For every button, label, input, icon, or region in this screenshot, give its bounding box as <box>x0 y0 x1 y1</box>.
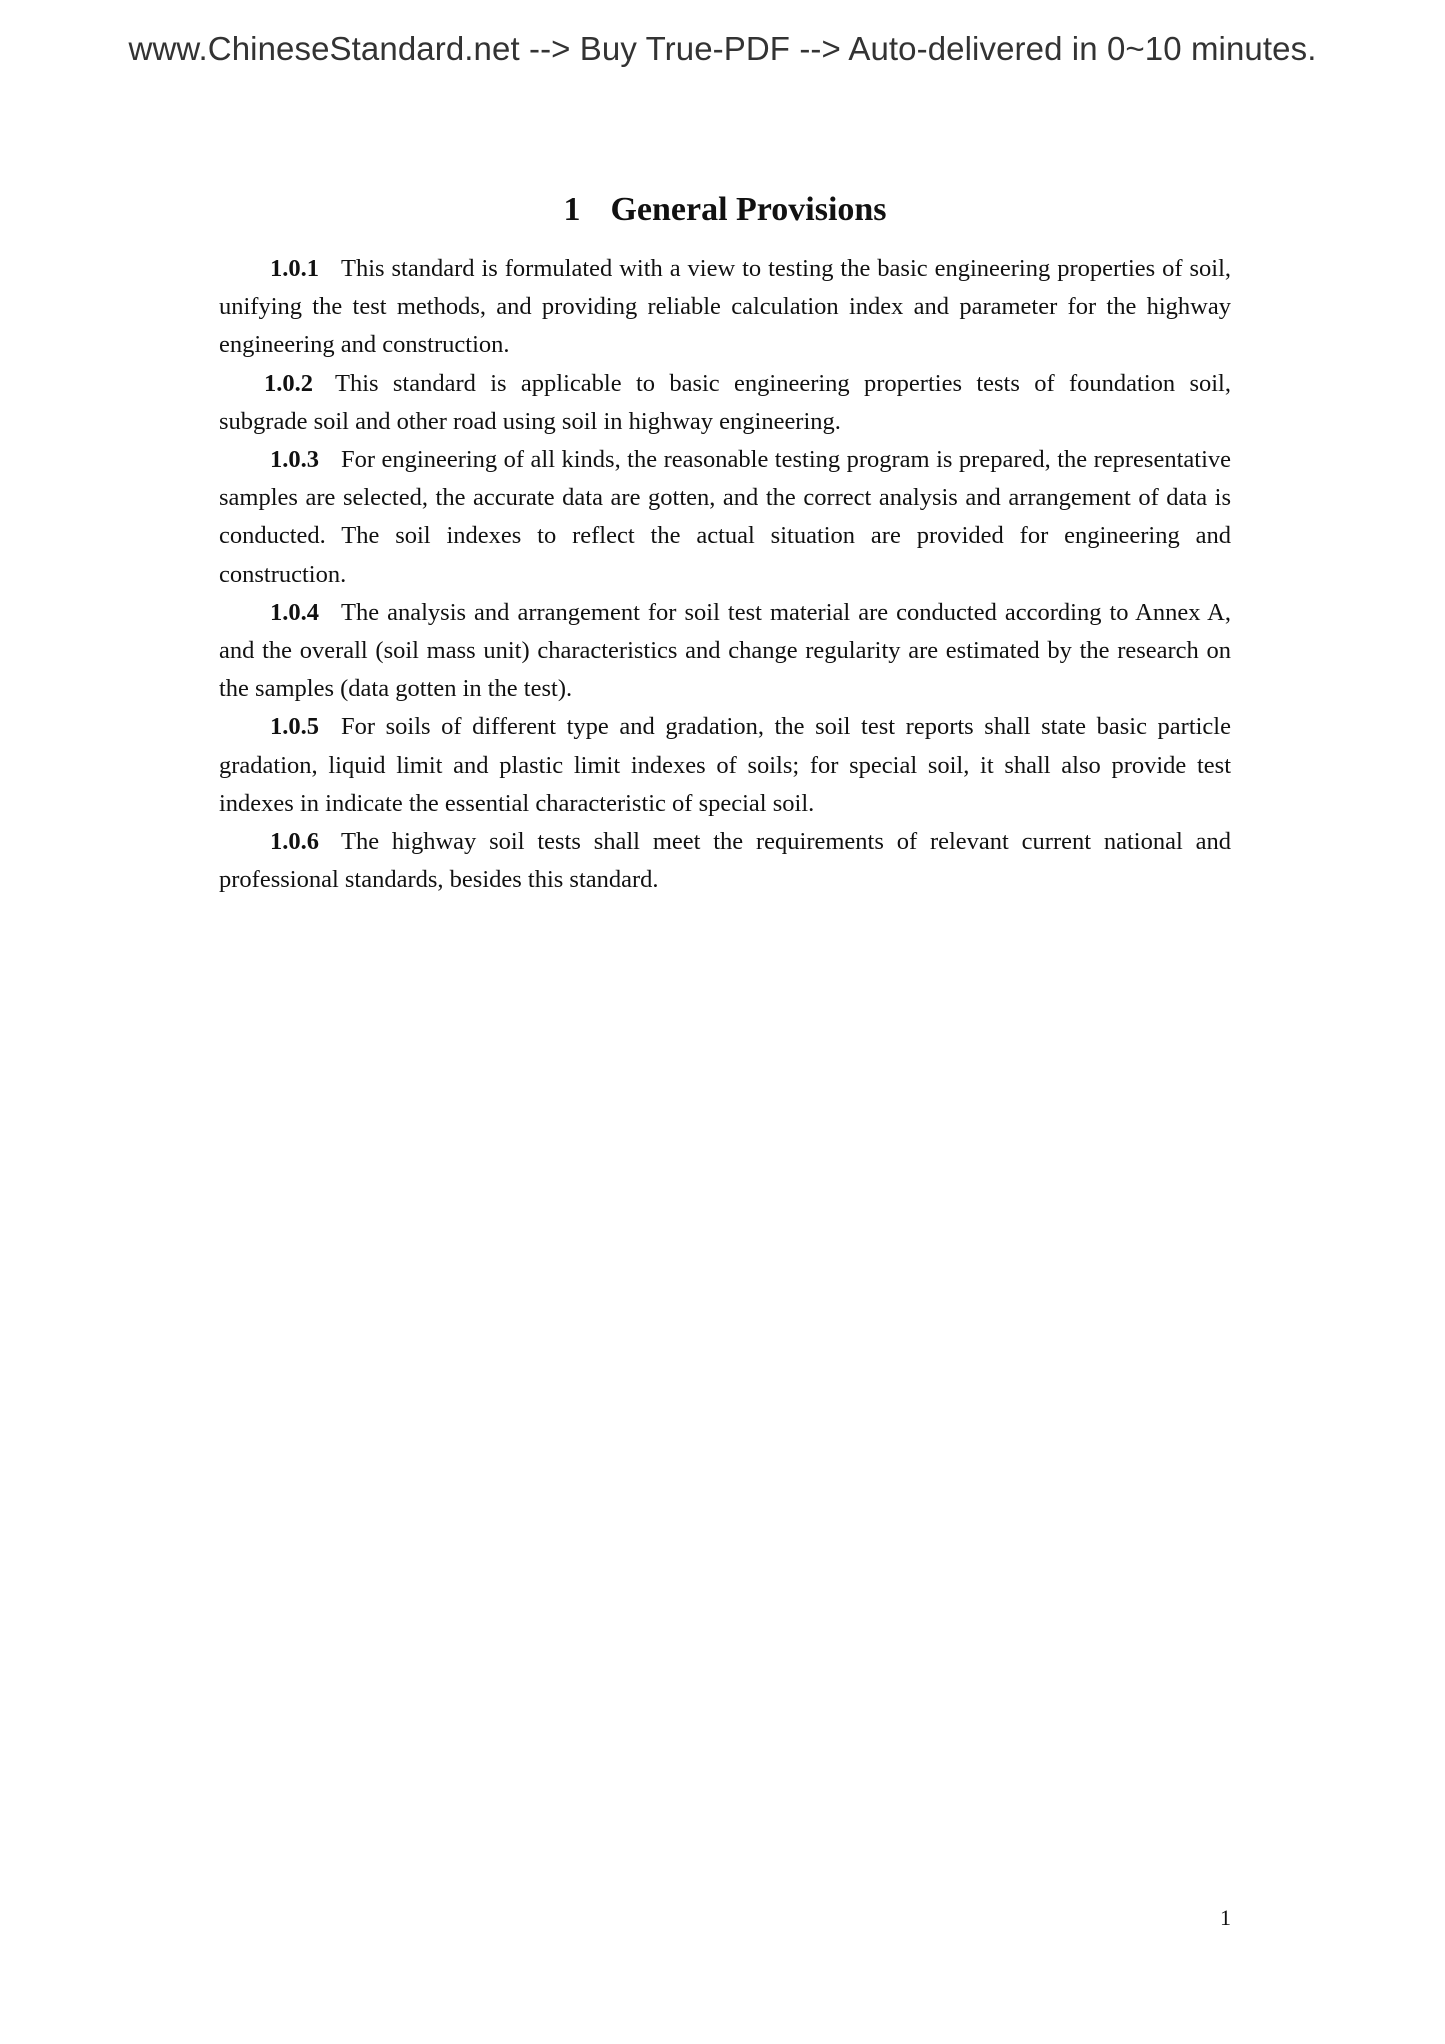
chapter-title: General Provisions <box>610 191 887 228</box>
clause-text: This standard is formulated with a view to testing the basic engineering properties of soil, unifying the test methods, and providing reliable calculation index and parameter for the highway engineering and construction. <box>219 255 1231 359</box>
clause-paragraph <box>219 823 1231 899</box>
clause-number: 1.0.3 <box>270 446 319 474</box>
clause-number: 1.0.5 <box>270 713 319 741</box>
page-number: 1 <box>1220 1905 1231 1930</box>
clause-paragraph <box>219 365 1231 441</box>
chapter-number: 1 <box>563 191 581 228</box>
clause-number: 1.0.1 <box>270 255 319 282</box>
vendor-banner: www.ChineseStandard.net --> Buy True-PDF --> Auto-delivered in 0~10 minutes. <box>128 30 1317 67</box>
clause-text: The highway soil tests shall meet the requirements of relevant current national and professional standards, besides this standard. <box>219 828 1231 894</box>
clause-paragraph <box>219 594 1231 709</box>
clause-text: This standard is applicable to basic engineering properties tests of foundation soil, subgrade soil and other road using soil in highway engineering. <box>219 369 1231 435</box>
clause-text: The analysis and arrangement for soil test material are conducted according to Annex A, and the overall (soil mass unit) characteristics and change regularity are estimated by the research on the samples (data gotten in the test). <box>219 598 1231 703</box>
clause-number: 1.0.4 <box>270 598 319 626</box>
clause-number: 1.0.6 <box>270 828 319 856</box>
clause-text: For engineering of all kinds, the reasonable testing program is prepared, the representative samples are selected, the accurate data are gotten, and the correct analysis and arrangement of data is conducted. The soil indexes to reflect the actual situation are provided for engineering and construction. <box>219 446 1231 588</box>
clause-paragraph <box>219 441 1231 594</box>
clause-paragraph <box>219 708 1231 823</box>
clause-text: For soils of different type and gradation, the soil test reports shall state basic particle gradation, liquid limit and plastic limit indexes of soils; for special soil, it shall also provide test indexes in indicate the essential characteristic of special soil. <box>219 713 1231 817</box>
clause-number: 1.0.2 <box>264 369 313 397</box>
chapter-heading <box>219 190 1231 230</box>
document-body <box>219 190 1231 899</box>
clause-paragraph <box>219 250 1231 365</box>
